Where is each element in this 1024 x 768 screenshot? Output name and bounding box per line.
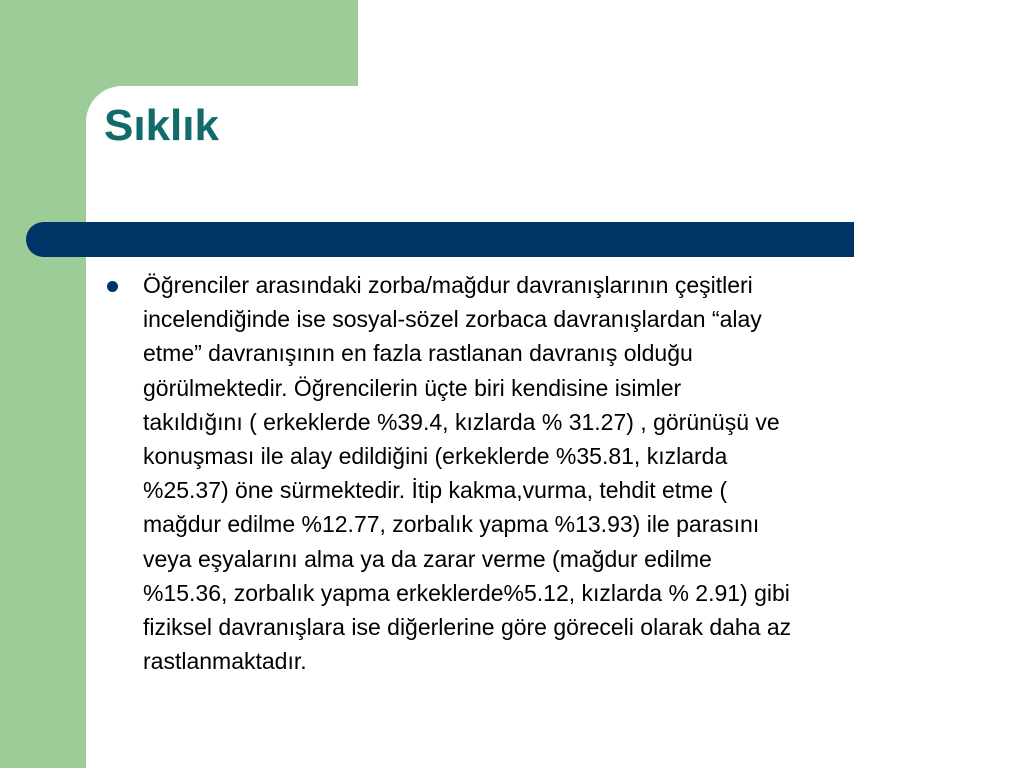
title-divider-bar (26, 222, 854, 257)
slide-body (104, 268, 964, 678)
bullet-dot-icon (107, 281, 118, 292)
bullet-text: Öğrenciler arasındaki zorba/mağdur davranışlarının çeşitleri incelendiğinde ise sosyal-sözel zorbaca davranışlardan “alay etme” davranışının en fazla rastlanan davranış olduğu görülmektedir. Öğrencilerin üçte biri kendisine isimler takıldığını ( erkeklerde %39.4, kızlarda % 31.27) , görünüşü ve konuşması ile alay edildiğini (erkeklerde %35.81, kızlarda %25.37) öne sürmektedir. İtip kakma,vurma, tehdit etme ( mağdur edilme %12.77, zorbalık yapma %13.93) ile parasını veya eşyalarını alma ya da zarar verme (mağdur edilme %15.36, zorbalık yapma erkeklerde%5.12, kızlarda % 2.91) gibi fiziksel davranışlara ise diğerlerine göre göreceli olarak daha az rastlanmaktadır. (143, 272, 792, 675)
slide-title: Sıklık (104, 101, 219, 150)
bullet-item (104, 268, 964, 678)
